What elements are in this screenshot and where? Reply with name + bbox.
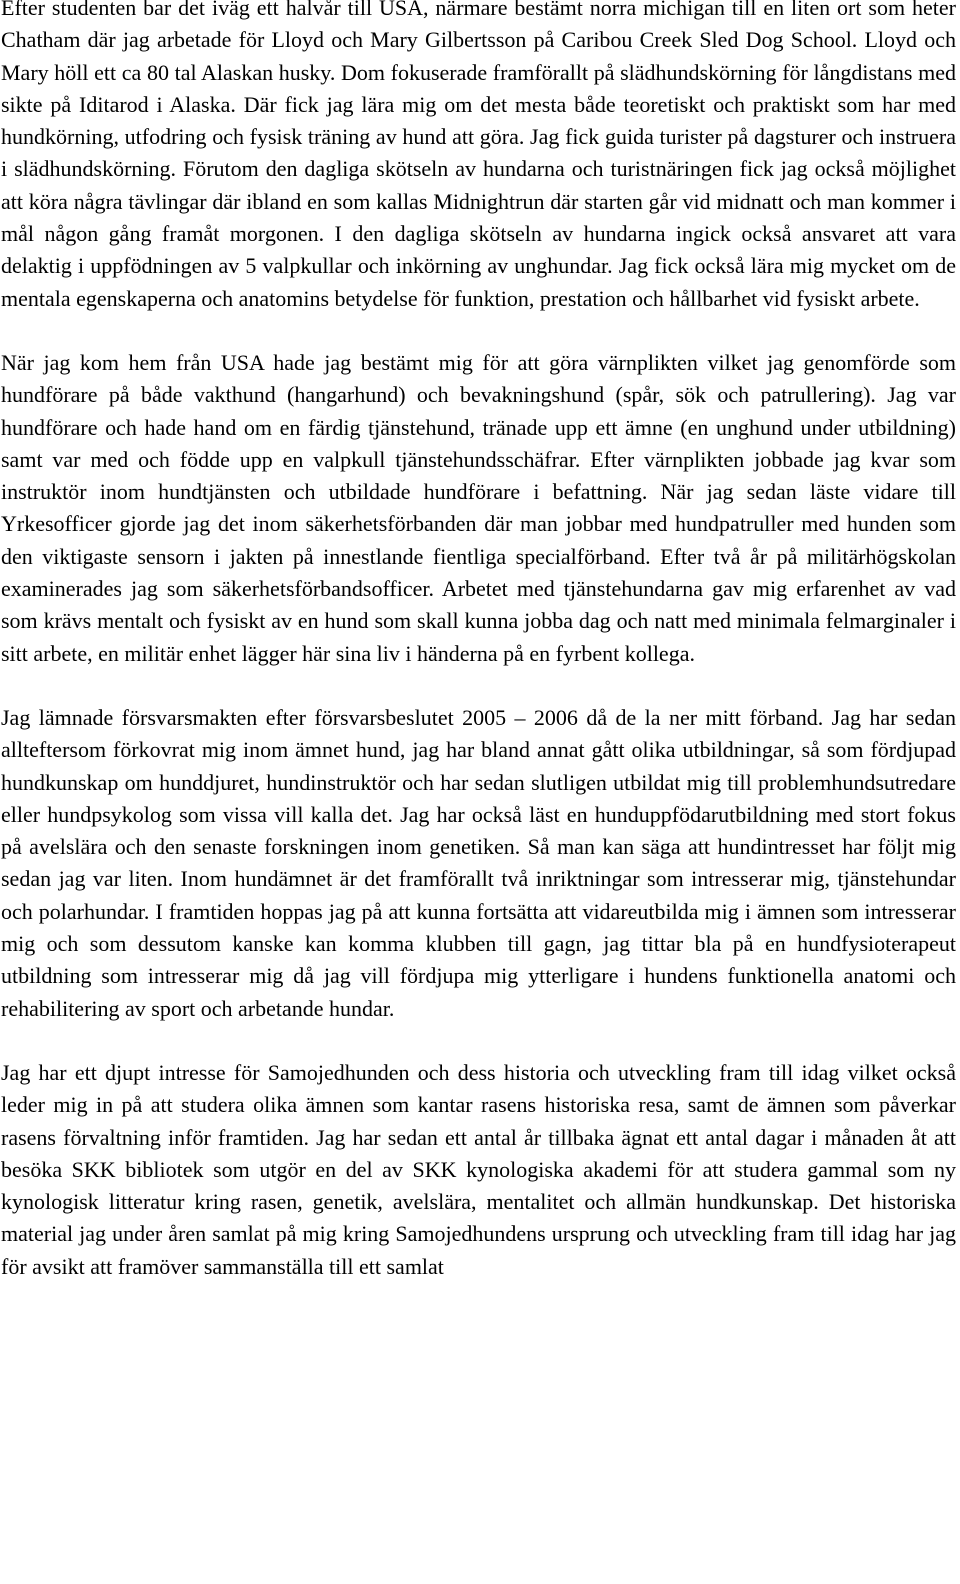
paragraph-samojed-interest: Jag har ett djupt intresse för Samojedhunden och dess historia och utveckling fram till idag vilket också leder mig in på att studera olika ämnen som kantar rasens historiska resa, samt de ämnen som påverkar rasens förvaltning inför framtiden. Jag har sedan ett antal år tillbaka ägnat ett antal dagar i månaden åt att besöka SKK bibliotek som utgör en del av SKK kynologiska akademi för att studera gammal som ny kynologisk litteratur kring rasen, genetik, avelslära, mentalitet och allmän hundkunskap. Det historiska material jag under åren samlat på mig kring Samojedhundens ursprung och utveckling fram till idag har jag för avsikt att framöver sammanställa till ett samlat bbox=[1, 1059, 956, 1279]
paragraph-military-dog-handler: När jag kom hem från USA hade jag bestämt mig för att göra värnplikten vilket jag genomförde som hundförare på både vakthund (hangarhund) och bevakningshund (spår, sök och patrullering). Jag var hundförare och hade hand om en färdig tjänstehund, tränade upp ett ämne (en unghund under utbildning) samt var med och födde upp en valpkull tjänstehundsschäfrar. Efter värnplikten jobbade jag kvar som instruktör inom hundtjänsten och utbildade hundförare i befattning. När jag sedan läste vidare till Yrkesofficer gjorde jag det inom säkerhetsförbanden där man jobbar med hundpatruller med hunden som den viktigaste sensorn i jakten på innestlande fientliga specialförband. Efter två år på militärhögskolan examinerades jag som säkerhetsförbandsofficer. Arbetet med tjänstehundarna gav mig erfarenhet av vad som krävs mentalt och fysiskt av en hund som skall kunna jobba dag och natt med minimala felmarginaler i sitt arbete, en militär enhet lägger här sina liv i händerna på en fyrbent kollega. bbox=[1, 349, 956, 666]
paragraph-education-after-military: Jag lämnade försvarsmakten efter försvarsbeslutet 2005 – 2006 då de la ner mitt förband. Jag har sedan allteftersom förkovrat mig inom ämnet hund, jag har bland annat gått olika utbildningar, så som fördjupad hundkunskap om hunddjuret, hundinstruktör och har sedan slutligen utbildat mig till problemhundsutredare eller hundpsykolog som vissa vill kalla det. Jag har också läst en hunduppfödarutbildning med stort fokus på avelslära och den senaste forskningen inom genetiken. Så man kan säga att hundintresset har följt mig sedan jag var liten. Inom hundämnet är det framförallt två inriktningar som intresserar mig, tjänstehundar och polarhundar. I framtiden hoppas jag på att kunna fortsätta att vidareutbilda mig i ämnen som intresserar mig och som dessutom kanske kan komma klubben till gagn, jag tittar bla på en hundfysioterapeut utbildning som intresserar mig då jag vill fördjupa mig ytterligare i hundens funktionella anatomi och rehabilitering av sport och arbetande hundar. bbox=[1, 704, 956, 1021]
paragraph-usa-sled-dog-school: Efter studenten bar det iväg ett halvår till USA, närmare bestämt norra michigan till en liten ort som heter Chatham där jag arbetade för Lloyd och Mary Gilbertsson på Caribou Creek Sled Dog School. Lloyd och Mary höll ett ca 80 tal Alaskan husky. Dom fokuserade framförallt på slädhundskörning för långdistans med sikte på Iditarod i Alaska. Där fick jag lära mig om det mesta både teoretiskt och praktiskt som har med hundkörning, utfodring och fysisk träning av hund att göra. Jag fick guida turister på dagsturer och instruera i slädhundskörning. Förutom den dagliga skötseln av hundarna och turistnäringen fick jag också möjlighet att köra några tävlingar där ibland en som kallas Midnightrun där starten går vid midnatt och man kommer i mål någon gång framåt morgonen. I den dagliga skötseln av hundarna ingick också ansvaret att vara delaktig i uppfödningen av 5 valpkullar och inkörning av unghundar. Jag fick också lära mig mycket om de mentala egenskaperna och anatomins betydelse för funktion, prestation och hållbarhet vid fysiskt arbete. bbox=[1, 0, 956, 311]
